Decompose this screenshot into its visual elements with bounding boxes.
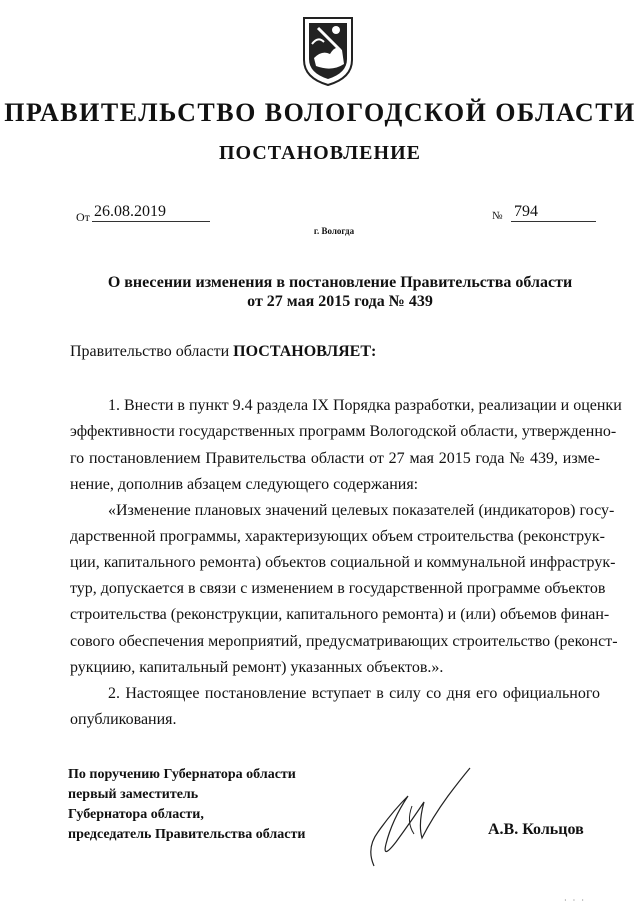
number-label: №: [492, 210, 503, 222]
body-line: эффективности государственных программ Вологодской области, утвержденно-: [70, 423, 617, 440]
subject-line: от 27 мая 2015 года № 439: [247, 293, 433, 310]
page-mark: · · ·: [564, 896, 584, 905]
document-subject: [60, 273, 620, 311]
resolves-lead: Правительство области: [70, 343, 234, 360]
resolves-keyword: ПОСТАНОВЛЯЕТ:: [233, 343, 377, 360]
government-title: ПРАВИТЕЛЬСТВО ВОЛОГОДСКОЙ ОБЛАСТИ: [4, 98, 636, 127]
city-label: г. Вологда: [313, 226, 355, 236]
document-date: 26.08.2019: [92, 203, 210, 222]
signatory-line: первый заместитель: [68, 787, 199, 802]
quote-line: дарственной программы, характеризующих объем строительства (реконструк-: [70, 528, 605, 545]
body-line: 2. Настоящее постановление вступает в силу со дня его официального: [108, 685, 600, 702]
signatory-line: По поручению Губернатора области: [68, 767, 296, 782]
resolves-line: [70, 343, 376, 361]
document-type: ПОСТАНОВЛЕНИЕ: [219, 142, 421, 164]
signatory-line: Губернатора области,: [68, 807, 204, 822]
quote-line: рукциию, капитальный ремонт) указанных объектов.».: [70, 659, 444, 676]
quote-line: ции, капитального ремонта) объектов социальной и коммунальной инфраструк-: [70, 554, 616, 571]
body-line: го постановлением Правительства области от 27 мая 2015 года № 439, изме-: [70, 450, 600, 467]
signatory-title: [68, 765, 305, 845]
quote-line: строительства (реконструкции, капитального ремонта) и (или) объемов финан-: [70, 606, 610, 623]
document-number: 794: [511, 203, 596, 222]
quote-line: тур, допускается в связи с изменением в государственной программе объектов: [70, 580, 606, 597]
handwritten-signature: [352, 762, 482, 870]
body-line: нение, дополнив абзацем следующего содержания:: [70, 476, 419, 493]
date-prefix-label: От: [76, 210, 90, 224]
body-line: опубликования.: [70, 711, 177, 728]
coat-of-arms-icon: [300, 14, 356, 88]
signatory-line: председатель Правительства области: [68, 827, 306, 842]
body-line: 1. Внести в пункт 9.4 раздела IX Порядка разработки, реализации и оценки: [108, 397, 622, 414]
quote-line: сового обеспечения мероприятий, предусматривающих строительство (реконст-: [70, 633, 618, 650]
subject-line: О внесении изменения в постановление Правительства области: [107, 274, 573, 291]
quote-line: «Изменение плановых значений целевых показателей (индикаторов) госу-: [108, 502, 615, 519]
signatory-name: А.В. Кольцов: [488, 821, 584, 838]
